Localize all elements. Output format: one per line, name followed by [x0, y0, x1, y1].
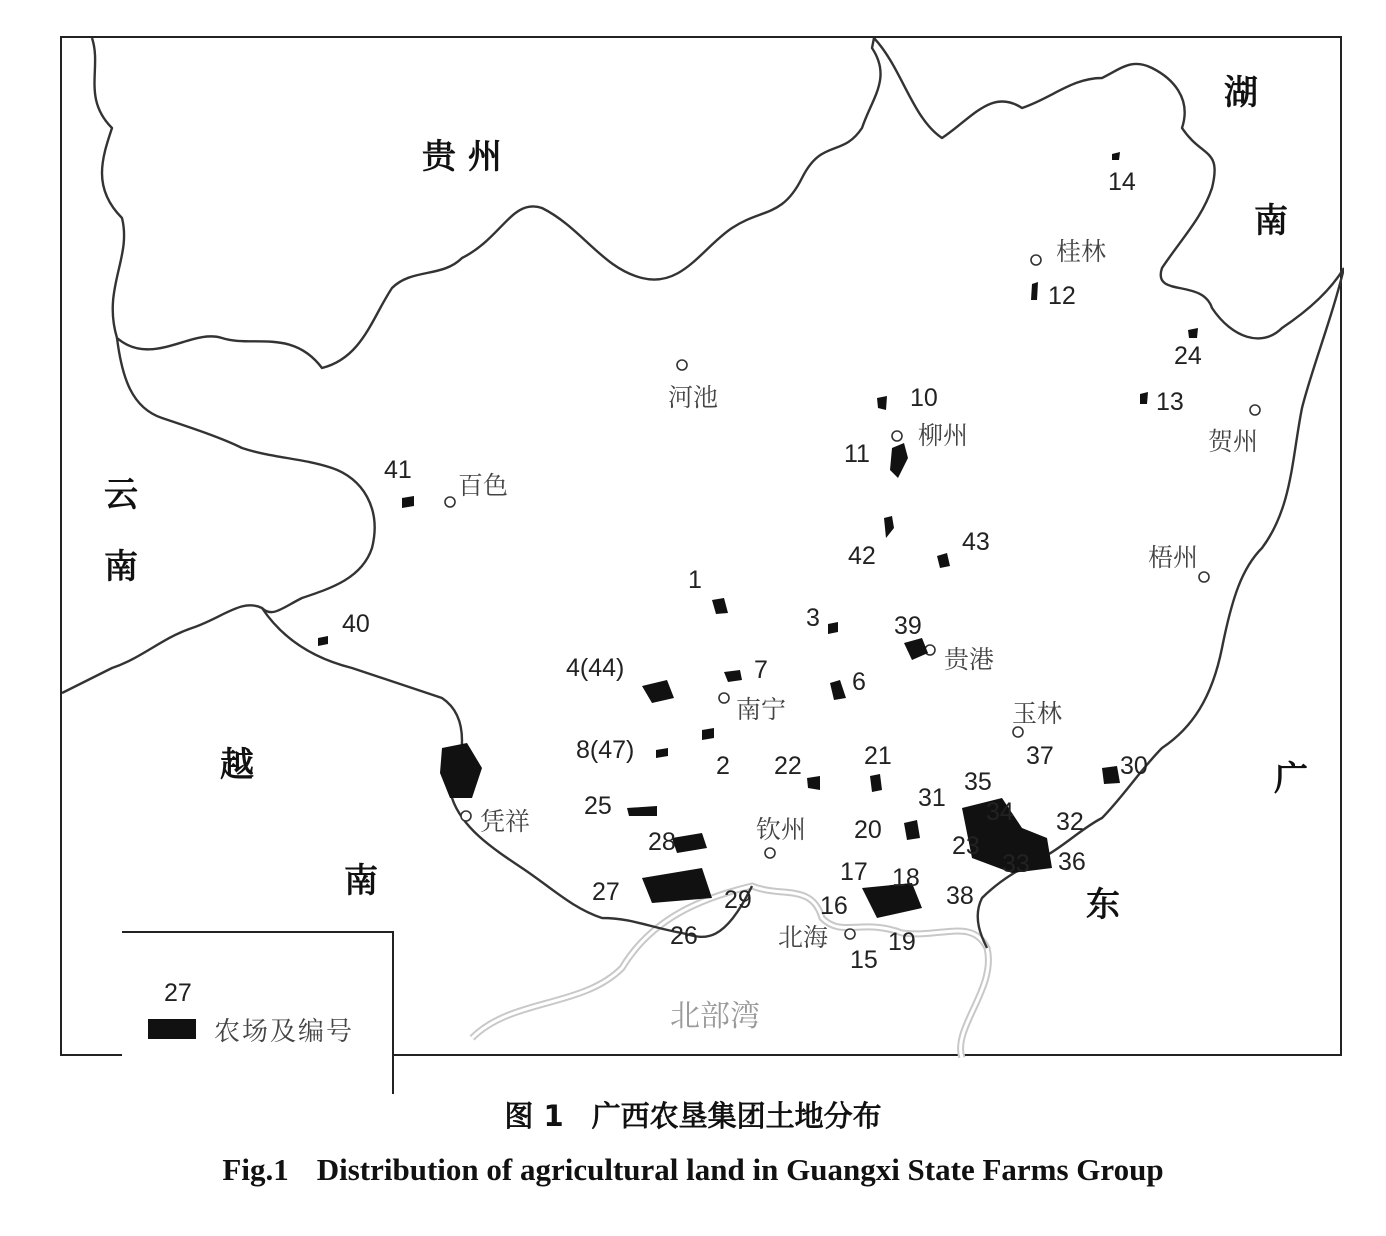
city-dot-wuzhou: [1199, 572, 1209, 582]
farm-label-28: 28: [648, 828, 676, 856]
farm-patch-21: [870, 774, 882, 792]
farm-label-2: 2: [716, 752, 730, 780]
province-vietnam-1: 越: [220, 745, 254, 785]
caption-en-fig: Fig.1: [222, 1152, 289, 1187]
city-pingxiang: 凭祥: [480, 807, 531, 836]
farm-label-31: 31: [918, 784, 946, 812]
farm-label-34: 34: [986, 798, 1014, 826]
farm-label-6: 6: [852, 668, 866, 696]
farm-label-41: 41: [384, 456, 412, 484]
farm-label-33: 33: [1002, 850, 1030, 878]
farm-label-42: 42: [848, 542, 876, 570]
province-guangdong-1: 广: [1274, 759, 1308, 799]
farm-label-21: 21: [864, 742, 892, 770]
farm-label-20: 20: [854, 816, 882, 844]
farm-patch-27: [642, 868, 712, 903]
farm-patch-13: [1140, 392, 1148, 404]
caption-cn-fig: 图 1: [504, 1099, 564, 1133]
legend-label: 农场及编号: [214, 1017, 355, 1047]
farm-patch-24: [1188, 328, 1198, 338]
farm-patch-25: [627, 806, 657, 816]
farm-label-22: 22: [774, 752, 802, 780]
province-hunan-2: 南: [1254, 201, 1288, 241]
farm-patch-11: [890, 443, 908, 478]
farm-label-7: 7: [754, 656, 768, 684]
farm-label-38: 38: [946, 882, 974, 910]
province-guangdong-2: 东: [1086, 885, 1120, 925]
farm-label-29: 29: [724, 886, 752, 914]
farm-patch-1: [712, 598, 728, 614]
farm-patch-28: [672, 833, 707, 853]
caption-chinese: [0, 1094, 1386, 1135]
farm-label-36: 36: [1058, 848, 1086, 876]
province-yunnan-2: 南: [104, 547, 138, 587]
province-yunnan-1: 云: [104, 475, 138, 515]
farm-patch-39: [904, 638, 928, 660]
farm-patch-2: [702, 728, 714, 740]
city-dot-hechi: [677, 360, 687, 370]
farm-patch-10: [877, 396, 887, 410]
farm-label-25: 25: [584, 792, 612, 820]
city-dot-yulin: [1013, 727, 1023, 737]
farm-label-18: 18: [892, 864, 920, 892]
city-nanning: 南宁: [736, 695, 787, 724]
city-wuzhou: 梧州: [1148, 543, 1199, 572]
farm-label-13: 13: [1156, 388, 1184, 416]
farm-patch-40: [318, 636, 328, 646]
city-dot-liuzhou: [892, 431, 902, 441]
city-hezhou: 贺州: [1208, 427, 1259, 456]
province-guizhou: 贵 州: [422, 137, 502, 177]
farm-label-14: 14: [1108, 168, 1136, 196]
city-yulin: 玉林: [1012, 699, 1063, 728]
farm-label-10: 10: [910, 384, 938, 412]
farm-label-27: 27: [592, 878, 620, 906]
caption-cn-title: 广西农垦集团土地分布: [591, 1099, 882, 1133]
city-hechi: 河池: [668, 383, 719, 412]
farm-label-37: 37: [1026, 742, 1054, 770]
city-dot-guilin: [1031, 255, 1041, 265]
city-baise: 百色: [458, 471, 509, 500]
farm-patch-30: [1102, 766, 1120, 784]
province-hunan-1: 湖: [1224, 73, 1258, 113]
border-guizhou: [92, 38, 881, 368]
farm-label-1: 1: [688, 566, 702, 594]
legend-box: [122, 931, 394, 1094]
city-guilin: 桂林: [1056, 237, 1107, 266]
city-dot-nanning: [719, 693, 729, 703]
farm-label-35: 35: [964, 768, 992, 796]
city-dot-hezhou: [1250, 405, 1260, 415]
province-vietnam-2: 南: [344, 861, 378, 901]
map-frame: [60, 36, 1342, 1056]
city-qinzhou: 钦州: [756, 815, 807, 844]
farm-label-16: 16: [820, 892, 848, 920]
farm-label-11: 11: [844, 440, 870, 468]
farm-label-8: 8(47): [576, 736, 635, 764]
farm-patch-4: [642, 680, 674, 703]
farm-patch-20: [904, 820, 920, 840]
city-liuzhou: 柳州: [918, 421, 969, 450]
farm-label-19: 19: [888, 928, 916, 956]
legend-example-number: 27: [164, 979, 192, 1007]
city-dot-baise: [445, 497, 455, 507]
farm-patch-3: [828, 622, 838, 634]
city-beihai: 北海: [778, 923, 829, 952]
farm-patch-pingxiang: [440, 743, 482, 798]
farm-label-39: 39: [894, 612, 922, 640]
map-canvas: [62, 38, 1344, 1058]
farm-patch-8: [656, 748, 668, 758]
legend-swatch: [148, 1019, 196, 1039]
sea-label-beibu-gulf: 北部湾: [670, 999, 760, 1034]
farm-label-40: 40: [342, 610, 370, 638]
farm-patch-7: [724, 670, 742, 682]
farm-label-30: 30: [1120, 752, 1148, 780]
farm-label-24: 24: [1174, 342, 1202, 370]
farm-label-17: 17: [840, 858, 868, 886]
caption-en-title: Distribution of agricultural land in Guangxi State Farms Group: [316, 1152, 1164, 1187]
farm-label-3: 3: [806, 604, 820, 632]
farm-patch-41: [402, 496, 414, 508]
farm-patch-43: [937, 553, 950, 568]
farm-patch-22: [807, 776, 820, 790]
city-dot-beihai: [845, 929, 855, 939]
caption-english: [0, 1152, 1386, 1188]
farm-label-23: 23: [952, 832, 980, 860]
farm-label-4: 4(44): [566, 654, 625, 682]
farm-label-43: 43: [962, 528, 990, 556]
farm-label-32: 32: [1056, 808, 1084, 836]
farm-label-12: 12: [1048, 282, 1076, 310]
city-dot-qinzhou: [765, 848, 775, 858]
farm-patch-12: [1031, 282, 1038, 300]
city-guigang: 贵港: [944, 645, 995, 674]
farm-patch-6: [830, 680, 846, 700]
farm-label-15: 15: [850, 946, 878, 974]
farm-label-26: 26: [670, 922, 698, 950]
farm-patch-14: [1112, 152, 1120, 160]
farm-patch-42: [884, 516, 894, 538]
city-dot-pingxiang: [461, 811, 471, 821]
